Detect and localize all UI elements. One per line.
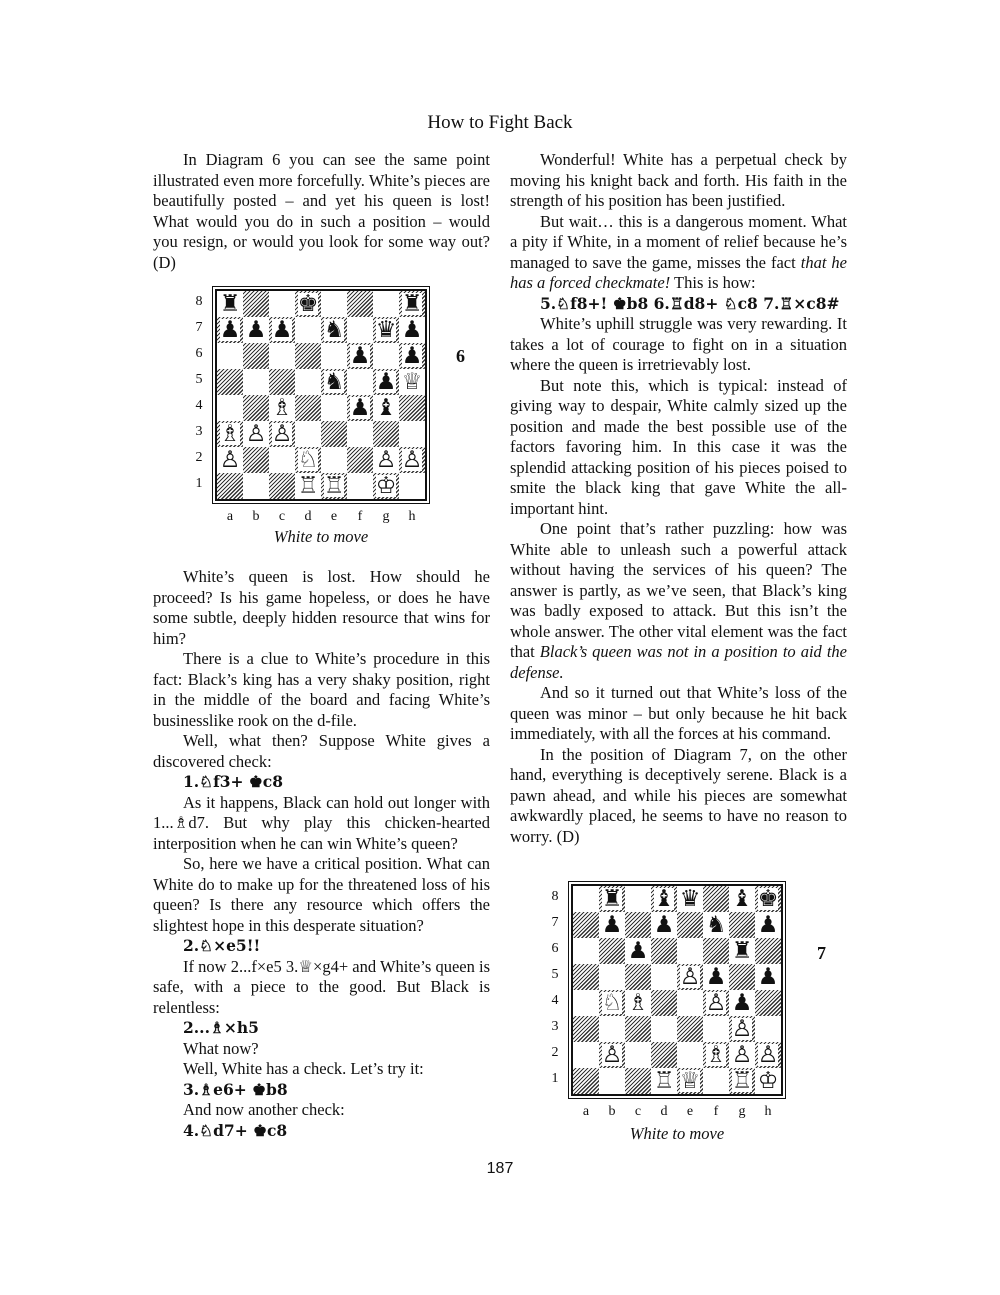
chess-piece-icon: ♔ bbox=[757, 1068, 779, 1094]
chess-piece-icon: ♖ bbox=[653, 1068, 675, 1094]
chess-piece-icon: ♟ bbox=[757, 912, 779, 938]
chess-piece-icon: ♟ bbox=[601, 912, 623, 938]
italic-text: Black’s queen was not in a position to aid the defense. bbox=[510, 642, 848, 682]
board-square bbox=[347, 395, 373, 421]
board-square bbox=[295, 395, 321, 421]
chess-piece-icon: ♟ bbox=[757, 964, 779, 990]
board-square bbox=[217, 421, 243, 447]
board-square bbox=[599, 1068, 625, 1094]
chess-piece-icon: ♙ bbox=[705, 990, 727, 1016]
board-square bbox=[217, 473, 243, 499]
board-square bbox=[321, 291, 347, 317]
chess-piece-icon: ♟ bbox=[349, 343, 371, 369]
chess-piece-icon: ♚ bbox=[297, 291, 319, 317]
chess-piece-icon: ♟ bbox=[271, 317, 293, 343]
rank-label: 3 bbox=[551, 1019, 559, 1034]
board-square bbox=[573, 1042, 599, 1068]
board-square bbox=[755, 1016, 781, 1042]
board-square bbox=[703, 990, 729, 1016]
paragraph: What now? bbox=[183, 1038, 259, 1058]
paragraph: So, here we have a critical position. What can White do to make up for the threatened loss of his queen? Is there any resource which offers the slightest hope in this desperate situation? bbox=[153, 854, 490, 935]
chess-piece-icon: ♘ bbox=[601, 990, 623, 1016]
file-label: a bbox=[582, 1104, 590, 1119]
page-number: 187 bbox=[486, 1160, 514, 1177]
board-square bbox=[651, 938, 677, 964]
board-square bbox=[703, 1042, 729, 1068]
board-square bbox=[347, 421, 373, 447]
board-square bbox=[599, 964, 625, 990]
board-square bbox=[217, 291, 243, 317]
chess-piece-icon: ♖ bbox=[731, 1068, 753, 1094]
board-square bbox=[599, 990, 625, 1016]
board-square bbox=[399, 369, 425, 395]
board-square bbox=[243, 343, 269, 369]
board-square bbox=[295, 473, 321, 499]
left-column-continued bbox=[153, 567, 490, 1141]
board-square bbox=[373, 317, 399, 343]
board-square bbox=[599, 1042, 625, 1068]
board-square bbox=[295, 343, 321, 369]
move-line: 2...♗×h5 bbox=[183, 1018, 259, 1037]
board-square bbox=[399, 343, 425, 369]
board-square bbox=[625, 886, 651, 912]
board-square bbox=[217, 317, 243, 343]
chess-piece-icon: ♝ bbox=[375, 395, 397, 421]
move-line: 1.♘f3+ ♚c8 bbox=[183, 772, 284, 791]
board-square bbox=[755, 912, 781, 938]
rank-label: 6 bbox=[551, 941, 559, 956]
board-square bbox=[243, 317, 269, 343]
board-square bbox=[321, 447, 347, 473]
board-square bbox=[217, 369, 243, 395]
chess-piece-icon: ♖ bbox=[297, 473, 319, 499]
board-square bbox=[243, 421, 269, 447]
board-square bbox=[677, 1068, 703, 1094]
chess-piece-icon: ♙ bbox=[219, 447, 241, 473]
paragraph: Well, what then? Suppose White gives a discovered check: bbox=[153, 731, 490, 771]
rank-label: 1 bbox=[195, 476, 203, 491]
rank-label: 1 bbox=[551, 1071, 559, 1086]
chess-piece-icon: ♘ bbox=[297, 447, 319, 473]
board-square bbox=[347, 343, 373, 369]
board-square bbox=[399, 395, 425, 421]
board-square bbox=[755, 1042, 781, 1068]
board-square bbox=[755, 938, 781, 964]
board-square bbox=[729, 1016, 755, 1042]
board-square bbox=[599, 1016, 625, 1042]
paragraph: In the position of Diagram 7, on the other hand, everything is deceptively serene. Black is a pawn ahead, and while his pieces are somewhat awkwardly placed, he seems to have no reason to worry. (D) bbox=[510, 744, 847, 846]
chess-piece-icon: ♜ bbox=[601, 886, 623, 912]
file-label: h bbox=[408, 509, 416, 524]
move-line: 5.♘f8+! ♚b8 6.♖d8+ ♘c8 7.♖×c8# bbox=[540, 293, 840, 313]
board-square bbox=[269, 291, 295, 317]
board-square bbox=[703, 938, 729, 964]
board-square bbox=[625, 990, 651, 1016]
board-square bbox=[321, 317, 347, 343]
chess-piece-icon: ♗ bbox=[219, 421, 241, 447]
board-square bbox=[269, 343, 295, 369]
file-label: d bbox=[660, 1104, 668, 1119]
chess-piece-icon: ♙ bbox=[679, 964, 701, 990]
chess-piece-icon: ♟ bbox=[245, 317, 267, 343]
board-square bbox=[573, 912, 599, 938]
text-run: But wait… this is a dangerous moment. What a pity if White, in a moment of relief because he’s managed to save the game, misses the fact bbox=[510, 211, 847, 272]
chess-piece-icon: ♟ bbox=[375, 369, 397, 395]
board-square bbox=[399, 317, 425, 343]
board-square bbox=[755, 990, 781, 1016]
chess-piece-icon: ♔ bbox=[375, 473, 397, 499]
board-square bbox=[651, 912, 677, 938]
board-square bbox=[373, 421, 399, 447]
paragraph: As it happens, Black can hold out longer with 1...♗d7. But why play this chicken-hearted interposition when he can win White’s queen? bbox=[153, 792, 490, 853]
chess-piece-icon: ♙ bbox=[731, 1016, 753, 1042]
chess-piece-icon: ♖ bbox=[323, 473, 345, 499]
rank-label: 2 bbox=[195, 450, 203, 465]
board-square bbox=[677, 1016, 703, 1042]
board-square bbox=[677, 990, 703, 1016]
file-label: b bbox=[608, 1104, 616, 1119]
italic-text: that he has a forced checkmate! bbox=[510, 252, 847, 292]
chess-piece-icon: ♜ bbox=[401, 291, 423, 317]
chess-piece-icon: ♙ bbox=[757, 1042, 779, 1068]
file-label: b bbox=[252, 509, 260, 524]
chess-piece-icon: ♚ bbox=[757, 886, 779, 912]
board-square bbox=[573, 1016, 599, 1042]
file-label: e bbox=[330, 509, 338, 524]
chess-piece-icon: ♞ bbox=[323, 369, 345, 395]
board-square bbox=[321, 421, 347, 447]
move-line: 2.♘×e5!! bbox=[183, 936, 261, 955]
text-run: This is how: bbox=[670, 273, 756, 292]
board-square bbox=[373, 473, 399, 499]
board-square bbox=[295, 421, 321, 447]
board-square bbox=[573, 886, 599, 912]
board-square bbox=[321, 369, 347, 395]
chess-piece-icon: ♗ bbox=[271, 395, 293, 421]
board-square bbox=[347, 447, 373, 473]
board-square bbox=[625, 1068, 651, 1094]
chess-piece-icon: ♙ bbox=[375, 447, 397, 473]
file-label: c bbox=[278, 509, 286, 524]
board-square bbox=[651, 990, 677, 1016]
board-square bbox=[295, 369, 321, 395]
board-square bbox=[217, 395, 243, 421]
file-label: e bbox=[686, 1104, 694, 1119]
board-square bbox=[703, 912, 729, 938]
board-square bbox=[573, 964, 599, 990]
board-square bbox=[243, 473, 269, 499]
board-square bbox=[625, 938, 651, 964]
board-square bbox=[399, 291, 425, 317]
board-square bbox=[295, 447, 321, 473]
board-square bbox=[651, 1042, 677, 1068]
board-square bbox=[651, 1016, 677, 1042]
board-square bbox=[651, 964, 677, 990]
board-square bbox=[243, 447, 269, 473]
file-label: d bbox=[304, 509, 312, 524]
board-square bbox=[677, 1042, 703, 1068]
file-label: g bbox=[382, 509, 390, 524]
file-label: f bbox=[357, 509, 363, 524]
paragraph: Well, White has a check. Let’s try it: bbox=[183, 1059, 424, 1078]
board-square bbox=[573, 938, 599, 964]
chess-piece-icon: ♟ bbox=[731, 990, 753, 1016]
paragraph bbox=[510, 212, 847, 294]
board-square bbox=[347, 369, 373, 395]
chess-piece-icon: ♟ bbox=[705, 964, 727, 990]
board-square bbox=[295, 317, 321, 343]
file-label: f bbox=[713, 1104, 719, 1119]
chess-piece-icon: ♙ bbox=[245, 421, 267, 447]
rank-label: 7 bbox=[195, 320, 203, 335]
chess-board bbox=[571, 884, 783, 1096]
move-line: 3.♗e6+ ♚b8 bbox=[183, 1079, 288, 1099]
rank-label: 7 bbox=[551, 915, 559, 930]
chess-piece-icon: ♞ bbox=[323, 317, 345, 343]
chess-piece-icon: ♟ bbox=[627, 938, 649, 964]
paragraph: There is a clue to White’s procedure in this fact: Black’s king has a very shaky position, right in the middle of the board and facing White’s businesslike rook on the d-file. bbox=[153, 649, 490, 730]
file-label: c bbox=[634, 1104, 642, 1119]
chess-piece-icon: ♛ bbox=[679, 886, 701, 912]
rank-label: 4 bbox=[551, 993, 559, 1008]
board-square bbox=[729, 938, 755, 964]
paragraph: White’s queen is lost. How should he proceed? Is his game hopeless, or does he have some subtle, deeply hidden resource that wins for him? bbox=[153, 567, 490, 648]
board-square bbox=[755, 964, 781, 990]
chess-piece-icon: ♙ bbox=[601, 1042, 623, 1068]
board-square bbox=[347, 317, 373, 343]
board-square bbox=[269, 447, 295, 473]
board-square bbox=[269, 395, 295, 421]
board-square bbox=[269, 369, 295, 395]
paragraph: White’s uphill struggle was very rewarding. It takes a lot of courage to fight on in a situation where the queen is irretrievably lost. bbox=[510, 314, 847, 374]
board-square bbox=[677, 886, 703, 912]
board-square bbox=[321, 473, 347, 499]
rank-label: 3 bbox=[195, 424, 203, 439]
board-square bbox=[321, 343, 347, 369]
board-square bbox=[625, 964, 651, 990]
board-square bbox=[399, 447, 425, 473]
chess-piece-icon: ♟ bbox=[401, 317, 423, 343]
paragraph: Wonderful! White has a perpetual check by moving his knight back and forth. His faith in the strength of his position has been justified. bbox=[510, 150, 847, 210]
chess-piece-icon: ♟ bbox=[219, 317, 241, 343]
board-square bbox=[625, 1016, 651, 1042]
chess-piece-icon: ♜ bbox=[731, 938, 753, 964]
board-square bbox=[347, 291, 373, 317]
board-square bbox=[243, 291, 269, 317]
diagram-caption: White to move bbox=[273, 527, 369, 546]
chess-piece-icon: ♙ bbox=[731, 1042, 753, 1068]
board-square bbox=[599, 886, 625, 912]
chess-board bbox=[215, 289, 427, 501]
paragraph: But note this, which is typical: instead of giving way to despair, White calmly sized up the position and made the best possible use of the factors favoring him. In this case it was the splendid attacking position of his pieces poised to smite the black king that gave White the all-important hint. bbox=[510, 375, 847, 518]
left-column bbox=[153, 150, 490, 273]
board-square bbox=[373, 369, 399, 395]
board-square bbox=[243, 369, 269, 395]
board-square bbox=[755, 886, 781, 912]
board-square bbox=[625, 1042, 651, 1068]
board-square bbox=[703, 1068, 729, 1094]
diagram-number: 6 bbox=[456, 346, 465, 366]
text-run: One point that’s rather puzzling: how was White able to unleash such a powerful attack without having the services of his queen? The answer is partly, as we’ve seen, that Black’s king was badly exposed to attack. But this isn’t the whole answer. The other vital element was the fact that bbox=[510, 519, 847, 661]
board-square bbox=[677, 964, 703, 990]
board-square bbox=[217, 343, 243, 369]
paragraph: And now another check: bbox=[183, 1100, 345, 1119]
chess-piece-icon: ♛ bbox=[375, 317, 397, 343]
board-square bbox=[269, 317, 295, 343]
right-column bbox=[510, 150, 847, 847]
board-square bbox=[217, 447, 243, 473]
chess-piece-icon: ♗ bbox=[627, 990, 649, 1016]
board-square bbox=[573, 990, 599, 1016]
chess-piece-icon: ♟ bbox=[349, 395, 371, 421]
board-square bbox=[269, 473, 295, 499]
board-square bbox=[651, 886, 677, 912]
chess-piece-icon: ♙ bbox=[401, 447, 423, 473]
board-square bbox=[373, 291, 399, 317]
chess-piece-icon: ♝ bbox=[731, 886, 753, 912]
chess-piece-icon: ♞ bbox=[705, 912, 727, 938]
diagram-caption: White to move bbox=[629, 1124, 725, 1143]
file-label: h bbox=[764, 1104, 772, 1119]
paragraph: In Diagram 6 you can see the same point illustrated even more forcefully. White’s pieces are beautifully posted – and yet his queen is lost! What would you do in such a position – would you resign, or would you look for some way out? (D) bbox=[153, 150, 490, 272]
chess-piece-icon: ♟ bbox=[401, 343, 423, 369]
chess-piece-icon: ♝ bbox=[653, 886, 675, 912]
rank-label: 5 bbox=[551, 967, 559, 982]
board-square bbox=[651, 1068, 677, 1094]
board-square bbox=[243, 395, 269, 421]
rank-label: 2 bbox=[551, 1045, 559, 1060]
rank-label: 6 bbox=[195, 346, 203, 361]
board-square bbox=[703, 1016, 729, 1042]
board-square bbox=[729, 912, 755, 938]
board-square bbox=[599, 912, 625, 938]
board-square bbox=[321, 395, 347, 421]
chess-piece-icon: ♕ bbox=[401, 369, 423, 395]
file-label: g bbox=[738, 1104, 746, 1119]
chess-piece-icon: ♜ bbox=[219, 291, 241, 317]
chess-piece-icon: ♙ bbox=[271, 421, 293, 447]
board-square bbox=[599, 938, 625, 964]
board-square bbox=[729, 1068, 755, 1094]
rank-label: 5 bbox=[195, 372, 203, 387]
paragraph: And so it turned out that White’s loss of the queen was minor – but only because he hit back immediately, with all the forces at his command. bbox=[510, 683, 847, 743]
board-square bbox=[399, 421, 425, 447]
board-square bbox=[295, 291, 321, 317]
file-label: a bbox=[226, 509, 234, 524]
chess-piece-icon: ♟ bbox=[653, 912, 675, 938]
board-square bbox=[347, 473, 373, 499]
rank-label: 4 bbox=[195, 398, 203, 413]
board-square bbox=[399, 473, 425, 499]
board-square bbox=[729, 964, 755, 990]
rank-label: 8 bbox=[195, 294, 203, 309]
board-square bbox=[573, 1068, 599, 1094]
board-square bbox=[269, 421, 295, 447]
board-square bbox=[677, 938, 703, 964]
board-square bbox=[755, 1068, 781, 1094]
board-square bbox=[373, 395, 399, 421]
rank-label: 8 bbox=[551, 889, 559, 904]
board-square bbox=[625, 912, 651, 938]
board-square bbox=[373, 343, 399, 369]
board-square bbox=[373, 447, 399, 473]
paragraph bbox=[510, 519, 847, 683]
move-line: 4.♘d7+ ♚c8 bbox=[183, 1120, 288, 1140]
board-square bbox=[677, 912, 703, 938]
chess-piece-icon: ♗ bbox=[705, 1042, 727, 1068]
board-square bbox=[729, 1042, 755, 1068]
diagram-number: 7 bbox=[817, 943, 826, 963]
board-square bbox=[703, 964, 729, 990]
board-square bbox=[729, 886, 755, 912]
paragraph: If now 2...f×e5 3.♕×g4+ and White’s queen is safe, with a piece to the good. But Black is relentless: bbox=[153, 956, 490, 1017]
board-square bbox=[703, 886, 729, 912]
running-header: How to Fight Back bbox=[427, 112, 573, 133]
board-square bbox=[729, 990, 755, 1016]
chess-piece-icon: ♕ bbox=[679, 1068, 701, 1094]
